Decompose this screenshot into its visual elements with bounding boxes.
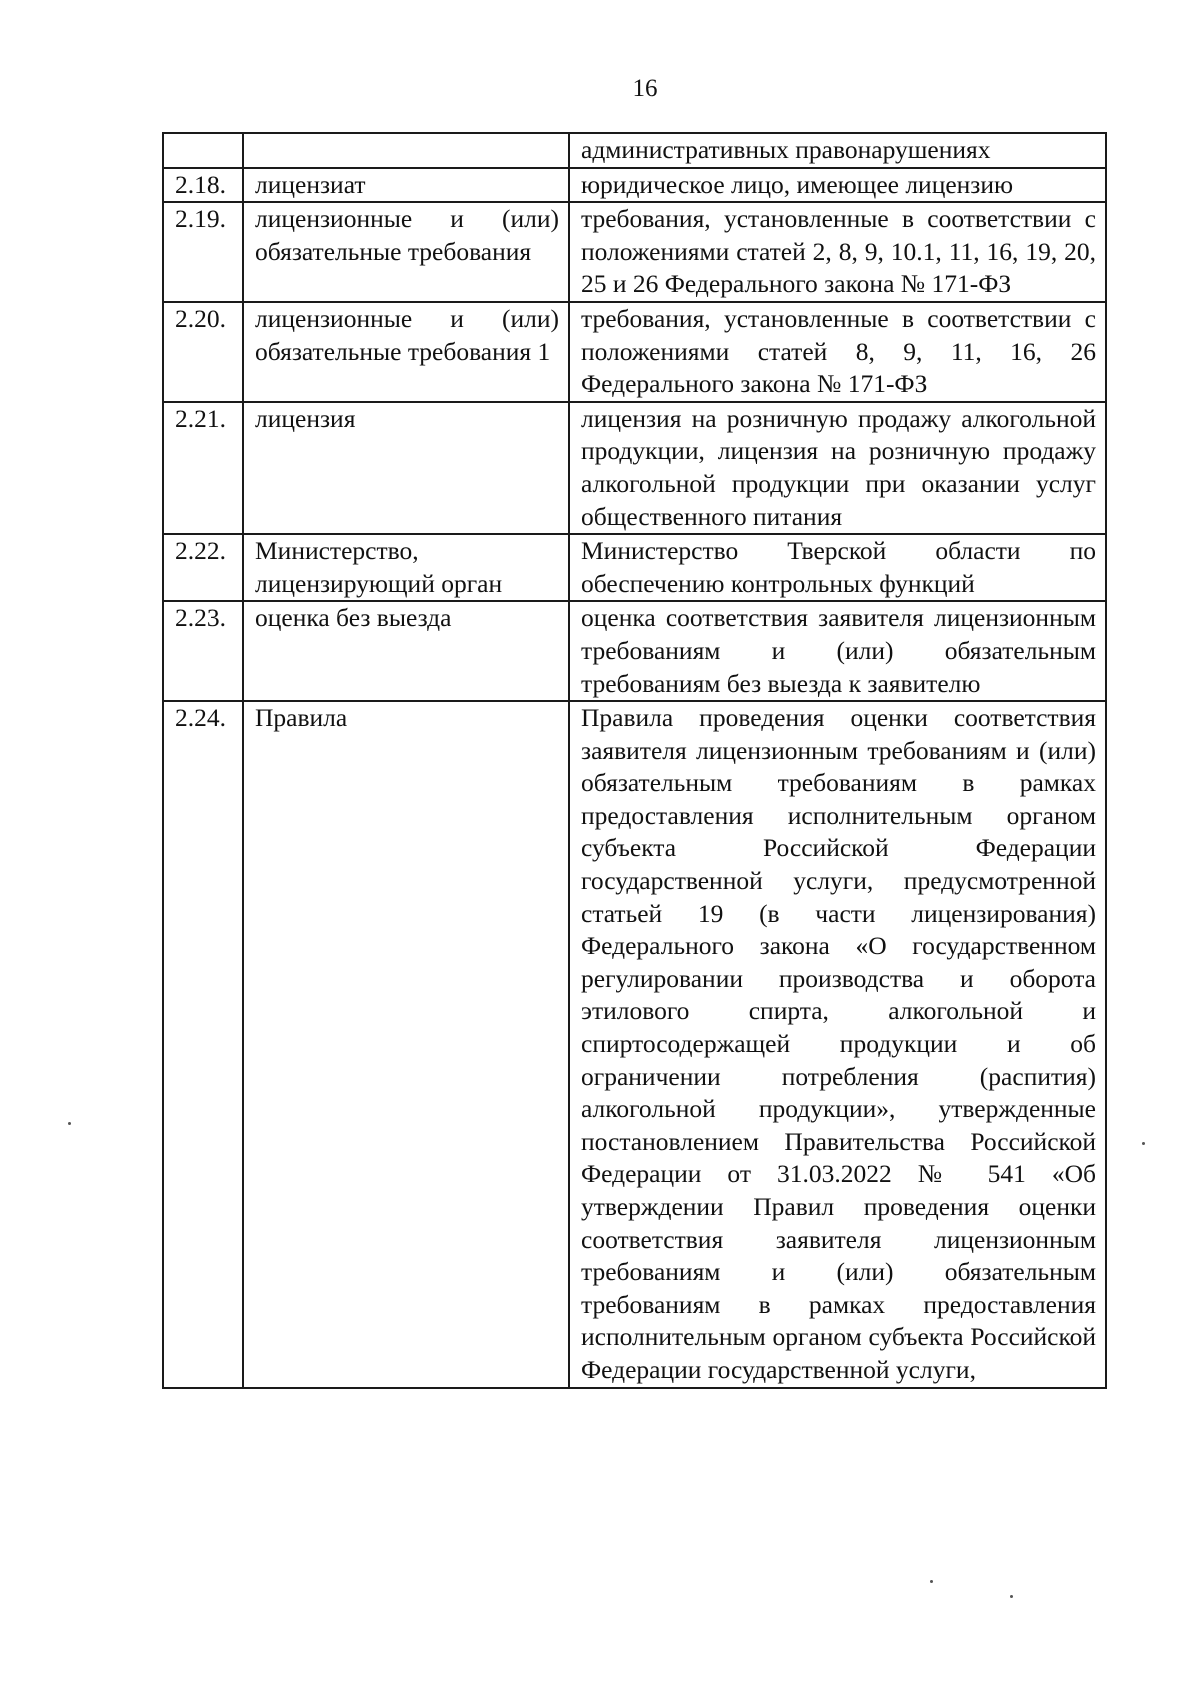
scan-speck <box>68 1122 71 1125</box>
definition-cell: юридическое лицо, имеющее лицензию <box>569 168 1106 203</box>
table-row <box>163 168 1106 203</box>
table-row <box>163 302 1106 402</box>
row-number: 2.21. <box>163 402 243 534</box>
table-row <box>163 601 1106 701</box>
row-number <box>163 133 243 168</box>
table-row <box>163 202 1106 302</box>
definition-cell: Правила проведения оценки соответствия заявителя лицензионным требованиям и (или) обязательным требованиям в рамках предоставления исполнительным органом субъекта Российской Федерации государственной услуги, предусмотренной статьей 19 (в части лицензирования) Федерального закона «О государственном регулировании производства и оборота этилового спирта, алкогольной и спиртосодержащей продукции и об ограничении потребления (распития) алкогольной продукции», утвержденные постановлением Правительства Российской Федерации от 31.03.2022 № 541 «Об утверждении Правил проведения оценки соответствия заявителя лицензионным требованиям и (или) обязательным требованиям в рамках предоставления исполнительным органом субъекта Российской Федерации государственной услуги, <box>569 701 1106 1387</box>
term-cell <box>243 133 569 168</box>
table-row <box>163 534 1106 601</box>
row-number: 2.24. <box>163 701 243 1387</box>
table-row <box>163 402 1106 534</box>
definition-cell: административных правонарушениях <box>569 133 1106 168</box>
definition-cell: требования, установленные в соответствии с положениями статей 8, 9, 11, 16, 26 Федерального закона № 171-ФЗ <box>569 302 1106 402</box>
definition-cell: требования, установленные в соответствии с положениями статей 2, 8, 9, 10.1, 11, 16, 19, 20, 25 и 26 Федерального закона № 171-ФЗ <box>569 202 1106 302</box>
term-cell: лицензионные и (или) обязательные требования <box>243 202 569 302</box>
definitions-table <box>162 132 1107 1389</box>
row-number: 2.19. <box>163 202 243 302</box>
row-number: 2.18. <box>163 168 243 203</box>
definition-cell: оценка соответствия заявителя лицензионным требованиям и (или) обязательным требованиям без выезда к заявителю <box>569 601 1106 701</box>
table-row <box>163 701 1106 1387</box>
table-row <box>163 133 1106 168</box>
scan-speck <box>930 1580 933 1583</box>
row-number: 2.23. <box>163 601 243 701</box>
scan-speck <box>1010 1595 1013 1598</box>
page-number: 16 <box>632 75 658 102</box>
term-cell: лицензионные и (или) обязательные требования 1 <box>243 302 569 402</box>
term-cell: лицензия <box>243 402 569 534</box>
scan-speck <box>1142 1142 1145 1145</box>
row-number: 2.20. <box>163 302 243 402</box>
row-number: 2.22. <box>163 534 243 601</box>
term-cell: Министерство, лицензирующий орган <box>243 534 569 601</box>
definitions-table-body <box>163 133 1106 1388</box>
term-cell: оценка без выезда <box>243 601 569 701</box>
definition-cell: Министерство Тверской области по обеспечению контрольных функций <box>569 534 1106 601</box>
definition-cell: лицензия на розничную продажу алкогольной продукции, лицензия на розничную продажу алкогольной продукции при оказании услуг общественного питания <box>569 402 1106 534</box>
term-cell: лицензиат <box>243 168 569 203</box>
term-cell: Правила <box>243 701 569 1387</box>
